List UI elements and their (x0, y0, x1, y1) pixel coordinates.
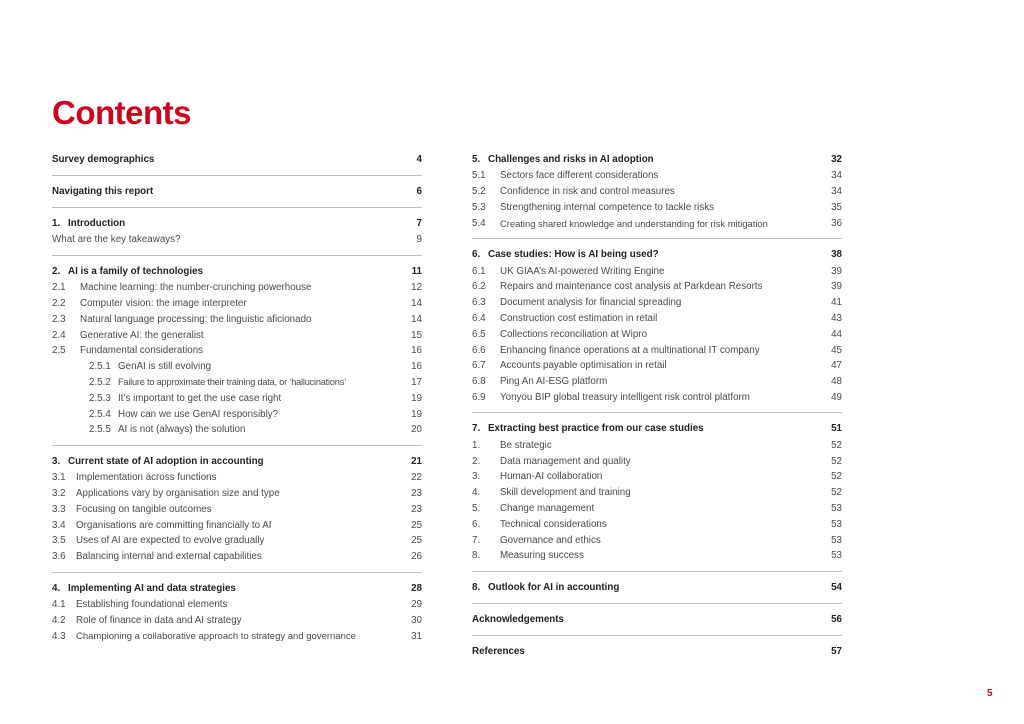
section-number: 2.5.1 (89, 361, 111, 373)
toc-page: 4 (416, 154, 422, 165)
toc-label: Collections reconciliation at Wipro (500, 328, 648, 340)
toc-label: Document analysis for financial spreading (500, 297, 682, 309)
toc-label: Navigating this report (52, 186, 154, 197)
section-number: 5.3 (472, 201, 486, 213)
toc-subentry[interactable] (52, 390, 422, 406)
toc-entry-navigating[interactable] (52, 183, 422, 200)
section-number: 3.2 (52, 487, 66, 499)
toc-entry[interactable] (52, 597, 422, 613)
toc-page: 49 (831, 391, 842, 403)
toc-page: 44 (831, 328, 842, 340)
toc-label: Applications vary by organisation size and type (76, 487, 280, 499)
toc-entry[interactable] (52, 486, 422, 502)
toc-chapter-5[interactable] (472, 151, 842, 168)
toc-label: UK GIAA’s AI-powered Writing Engine (500, 265, 665, 277)
toc-page: 30 (411, 614, 422, 626)
toc-entry[interactable] (472, 311, 842, 327)
section-number: 8. (472, 550, 481, 562)
toc-label: Ping An AI-ESG platform (500, 376, 608, 388)
toc-page: 15 (411, 329, 422, 341)
toc-page: 9 (416, 234, 422, 246)
section-number: 2.3 (52, 313, 66, 325)
section-number: 3.5 (52, 535, 66, 547)
toc-entry-references[interactable] (472, 643, 842, 660)
toc-entry[interactable] (472, 263, 842, 279)
toc-subentry[interactable] (52, 406, 422, 422)
toc-label: Construction cost estimation in retail (500, 312, 658, 324)
toc-entry[interactable] (472, 548, 842, 564)
section-number: 5.4 (472, 217, 486, 229)
toc-page: 51 (831, 423, 842, 435)
toc-entry[interactable] (472, 469, 842, 485)
toc-label: AI is a family of technologies (68, 265, 204, 277)
toc-page: 28 (411, 582, 422, 594)
toc-subentry[interactable] (52, 375, 422, 391)
toc-page: 22 (411, 472, 422, 484)
toc-page: 48 (831, 376, 842, 388)
toc-label: Failure to approximate their training data, or ‘hallucinations’ (118, 377, 346, 388)
section-number: 6.5 (472, 328, 486, 340)
section-number: 3.1 (52, 472, 66, 484)
toc-chapter-2[interactable] (52, 263, 422, 280)
toc-subentry[interactable] (52, 359, 422, 375)
toc-entry[interactable] (52, 343, 422, 359)
section-number: 2. (472, 455, 481, 467)
toc-page: 29 (411, 598, 422, 610)
chapter-number: 4. (52, 582, 61, 594)
toc-page: 23 (411, 503, 422, 515)
toc-page: 16 (411, 361, 422, 373)
toc-label: Confidence in risk and control measures (500, 186, 675, 198)
toc-page: 32 (831, 154, 842, 165)
toc-label: Sectors face different considerations (500, 170, 659, 182)
toc-label: Fundamental considerations (80, 345, 204, 357)
section-number: 6.1 (472, 265, 486, 277)
toc-label: Role of finance in data and AI strategy (76, 614, 242, 626)
toc-label: GenAI is still evolving (118, 361, 212, 373)
toc-label: Generative AI: the generalist (80, 329, 204, 341)
toc-page: 38 (831, 249, 842, 261)
toc-label: Measuring success (500, 550, 584, 562)
section-number: 5.2 (472, 186, 486, 198)
section-number: 2.5.5 (89, 424, 111, 436)
toc-label: Challenges and risks in AI adoption (488, 154, 654, 165)
section-number: 4.2 (52, 614, 66, 626)
toc-page: 34 (831, 186, 842, 198)
toc-page: 12 (411, 282, 422, 294)
toc-page: 6 (416, 186, 422, 197)
toc-page: 54 (831, 581, 842, 593)
toc-page: 36 (831, 217, 842, 229)
toc-entry[interactable] (472, 390, 842, 406)
chapter-number: 5. (472, 154, 481, 165)
toc-label: Implementing AI and data strategies (68, 582, 236, 594)
toc-chapter-1[interactable] (52, 215, 422, 232)
toc-entry[interactable] (472, 374, 842, 390)
toc-entry[interactable] (52, 549, 422, 565)
section-number: 3.6 (52, 551, 66, 563)
toc-label: Enhancing finance operations at a multinational IT company (500, 344, 760, 356)
toc-page: 52 (831, 471, 842, 483)
toc-entry[interactable] (52, 232, 422, 248)
toc-label: Strengthening internal competence to tackle risks (500, 201, 715, 213)
toc-label: Natural language processing: the linguistic aficionado (80, 313, 312, 325)
section-number: 4.1 (52, 598, 66, 610)
toc-chapter-6[interactable] (472, 246, 842, 263)
section-number: 4. (472, 487, 481, 499)
toc-entry[interactable] (52, 327, 422, 343)
toc-label: Creating shared knowledge and understanding for risk mitigation (500, 217, 768, 229)
section-number: 6.9 (472, 391, 486, 403)
toc-page: 53 (831, 502, 842, 514)
toc-chapter-3[interactable] (52, 453, 422, 470)
toc-entry[interactable] (472, 485, 842, 501)
toc-chapter-8[interactable] (472, 579, 842, 596)
page-title: Contents (52, 94, 191, 131)
toc-entry[interactable] (472, 295, 842, 311)
toc-label: Survey demographics (52, 154, 155, 165)
toc-chapter-7[interactable] (472, 420, 842, 437)
toc-entry[interactable] (52, 628, 422, 644)
toc-left-column (52, 151, 422, 644)
toc-entry[interactable] (52, 612, 422, 628)
section-number: 6.7 (472, 360, 486, 372)
section-number: 6.4 (472, 312, 486, 324)
page-number: 5 (987, 688, 993, 699)
section-number: 5.1 (472, 170, 486, 182)
toc-page: 52 (831, 487, 842, 499)
toc-label: Machine learning: the number-crunching powerhouse (80, 282, 312, 294)
toc-page: 16 (411, 345, 422, 357)
toc-label: How can we use GenAI responsibly? (118, 408, 279, 420)
toc-entry[interactable] (472, 453, 842, 469)
toc-page: 25 (411, 519, 422, 531)
section-number: 2.5.4 (89, 408, 111, 420)
toc-right-column (472, 151, 842, 660)
toc-label: References (472, 645, 525, 657)
toc-label: Uses of AI are expected to evolve gradually (76, 535, 265, 547)
toc-page: 19 (411, 408, 422, 420)
toc-entry-survey-demographics[interactable] (52, 151, 422, 168)
toc-entry[interactable] (52, 501, 422, 517)
toc-entry[interactable] (472, 279, 842, 295)
toc-page: 19 (411, 392, 422, 404)
section-number: 4.3 (52, 630, 66, 642)
toc-entry[interactable] (52, 517, 422, 533)
toc-label: Championing a collaborative approach to strategy and governance (76, 630, 356, 642)
toc-page: 43 (831, 312, 842, 324)
toc-page: 17 (411, 376, 422, 388)
toc-entry-acknowledgements[interactable] (472, 611, 842, 628)
section-number: 3.3 (52, 503, 66, 515)
chapter-number: 8. (472, 581, 481, 593)
toc-page: 14 (411, 297, 422, 309)
section-number: 2.5.2 (89, 376, 111, 388)
toc-label: Computer vision: the image interpreter (80, 297, 247, 309)
toc-label: Case studies: How is AI being used? (488, 249, 659, 261)
toc-page: 21 (411, 455, 422, 467)
toc-label: Balancing internal and external capabilities (76, 551, 262, 563)
toc-page: 52 (831, 439, 842, 451)
toc-page: 45 (831, 344, 842, 356)
toc-label: Repairs and maintenance cost analysis at Parkdean Resorts (500, 281, 763, 293)
section-number: 6. (472, 518, 481, 530)
section-number: 2.2 (52, 297, 66, 309)
toc-page: 52 (831, 455, 842, 467)
toc-label: Accounts payable optimisation in retail (500, 360, 667, 372)
toc-label: Establishing foundational elements (76, 598, 228, 610)
toc-page: 47 (831, 360, 842, 372)
section-number: 7. (472, 534, 481, 546)
toc-entry[interactable] (472, 184, 842, 200)
toc-entry[interactable] (472, 532, 842, 548)
toc-label: Change management (500, 502, 595, 514)
toc-page: 26 (411, 551, 422, 563)
toc-page: 35 (831, 201, 842, 213)
toc-entry[interactable] (472, 516, 842, 532)
toc-label: It’s important to get the use case right (118, 392, 282, 404)
toc-page: 39 (831, 281, 842, 293)
section-number: 6.6 (472, 344, 486, 356)
toc-page: 31 (411, 630, 422, 642)
toc-page: 7 (416, 218, 422, 229)
toc-page: 11 (411, 265, 422, 277)
toc-label: Implementation across functions (76, 472, 217, 484)
toc-label: Governance and ethics (500, 534, 601, 546)
toc-page: 34 (831, 170, 842, 182)
section-number: 6.8 (472, 376, 486, 388)
toc-entry[interactable] (472, 215, 842, 231)
toc-label: Outlook for AI in accounting (488, 581, 620, 593)
toc-page: 14 (411, 313, 422, 325)
section-number: 6.3 (472, 297, 486, 309)
toc-entry[interactable] (52, 311, 422, 327)
toc-page: 23 (411, 487, 422, 499)
section-number: 5. (472, 502, 481, 514)
toc-page: 53 (831, 518, 842, 530)
toc-entry[interactable] (52, 296, 422, 312)
toc-subentry[interactable] (52, 422, 422, 438)
toc-label: Current state of AI adoption in accounting (68, 455, 264, 467)
toc-entry[interactable] (52, 533, 422, 549)
toc-label: Technical considerations (500, 518, 607, 530)
toc-page: 56 (831, 613, 842, 625)
toc-chapter-4[interactable] (52, 580, 422, 597)
toc-label: AI is not (always) the solution (118, 424, 246, 436)
toc-page: 41 (831, 297, 842, 309)
toc-page: 20 (411, 424, 422, 436)
chapter-number: 3. (52, 455, 61, 467)
chapter-number: 2. (52, 265, 61, 277)
toc-entry[interactable] (472, 342, 842, 358)
section-number: 3. (472, 471, 481, 483)
toc-entry[interactable] (472, 326, 842, 342)
toc-entry[interactable] (52, 470, 422, 486)
section-number: 2.5.3 (89, 392, 111, 404)
toc-page: 53 (831, 550, 842, 562)
section-number: 2.5 (52, 345, 66, 357)
toc-label: Focusing on tangible outcomes (76, 503, 212, 515)
toc-label: Extracting best practice from our case studies (488, 423, 704, 435)
toc-label: Organisations are committing financially to AI (76, 519, 272, 531)
toc-entry[interactable] (472, 437, 842, 453)
toc-label: Be strategic (500, 439, 552, 451)
toc-entry[interactable] (472, 168, 842, 184)
toc-page: 25 (411, 535, 422, 547)
toc-label: Yonyou BIP global treasury intelligent risk control platform (500, 391, 750, 403)
toc-entry[interactable] (52, 280, 422, 296)
toc-page: 39 (831, 265, 842, 277)
toc-label: Acknowledgements (472, 613, 565, 625)
section-number: 2.4 (52, 329, 66, 341)
toc-entry[interactable] (472, 200, 842, 216)
chapter-number: 6. (472, 249, 481, 261)
section-number: 1. (472, 439, 481, 451)
toc-label: Introduction (68, 218, 126, 229)
toc-label: Skill development and training (500, 487, 631, 499)
chapter-number: 1. (52, 218, 61, 229)
section-number: 3.4 (52, 519, 66, 531)
chapter-number: 7. (472, 423, 481, 435)
toc-label: What are the key takeaways? (52, 234, 181, 246)
toc-entry[interactable] (472, 501, 842, 517)
toc-page: 57 (831, 645, 842, 657)
toc-label: Data management and quality (500, 455, 631, 467)
toc-page: 53 (831, 534, 842, 546)
toc-label: Human-AI collaboration (500, 471, 603, 483)
section-number: 6.2 (472, 281, 486, 293)
toc-entry[interactable] (472, 358, 842, 374)
section-number: 2.1 (52, 282, 66, 294)
